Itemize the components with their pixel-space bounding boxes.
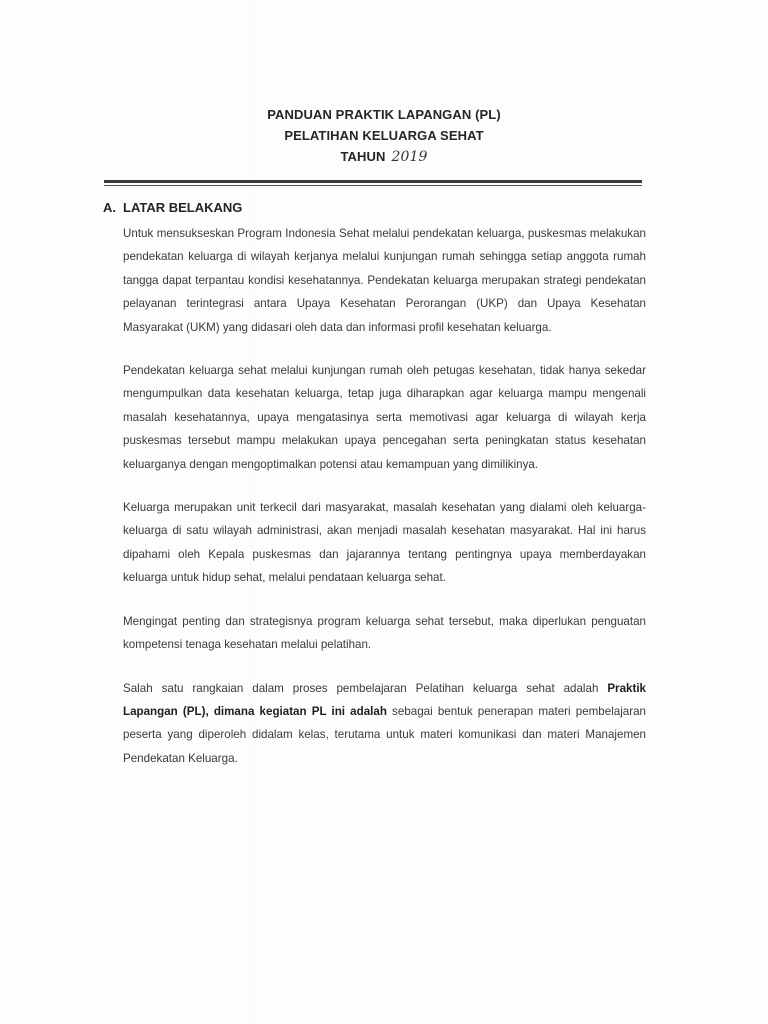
header-year-line — [0, 146, 768, 168]
document-header — [0, 104, 768, 168]
rule-thin-line — [104, 185, 642, 186]
handwritten-year: 2019 — [391, 149, 428, 165]
document-body — [123, 222, 646, 790]
section-title: LATAR BELAKANG — [123, 200, 243, 215]
paragraph-3: Keluarga merupakan unit terkecil dari masyarakat, masalah kesehatan yang dialami oleh keluarga-keluarga di satu wilayah administrasi, akan menjadi masalah kesehatan masyarakat. Hal ini harus dipahami oleh Kepala puskesmas dan jajarannya tentang pentingnya upaya memberdayakan keluarga untuk hidup sehat, melalui pendataan keluarga sehat. — [123, 501, 646, 585]
paragraph-5-bold: Praktik Lapangan (PL), dimana kegiatan PL ini adalah — [123, 681, 646, 718]
header-double-rule — [104, 180, 642, 190]
header-title-line-1: PANDUAN PRAKTIK LAPANGAN (PL) — [267, 107, 501, 122]
paragraph-2: Pendekatan keluarga sehat melalui kunjungan rumah oleh petugas kesehatan, tidak hanya sekedar mengumpulkan data kesehatan keluarga, tetap juga diharapkan agar keluarga mampu mengenali masalah kesehatannya, upaya mengatasinya serta memotivasi agar keluarga di wilayah kerja puskesmas tersebut mampu melakukan upaya pencegahan serta peningkatan status kesehatan keluarganya dengan mengoptimalkan potensi atau kemampuan yang dimilikinya. — [123, 364, 646, 471]
rule-thick-line — [104, 180, 642, 183]
paragraph-5-part-1: Salah satu rangkaian dalam proses pembelajaran Pelatihan keluarga sehat adalah — [123, 681, 608, 695]
section-heading — [103, 200, 242, 215]
paragraph-5 — [123, 677, 646, 771]
section-letter: A. — [103, 200, 116, 215]
paragraph-1: Untuk mensukseskan Program Indonesia Sehat melalui pendekatan keluarga, puskesmas melakukan pendekatan keluarga di wilayah kerjanya melalui kunjungan rumah sehingga setiap anggota rumah tangga dapat terpantau kondisi kesehatannya. Pendekatan keluarga merupakan strategi pendekatan pelayanan terintegrasi antara Upaya Kesehatan Perorangan (UKP) dan Upaya Kesehatan Masyarakat (UKM) yang didasari oleh data dan informasi profil kesehatan keluarga. — [123, 227, 646, 334]
header-year-label: TAHUN — [340, 149, 386, 164]
paragraph-5-part-2: sebagai bentuk penerapan materi pembelajaran peserta yang diperoleh didalam kelas, terutama untuk materi komunikasi dan materi Manajemen Pendekatan Keluarga. — [123, 704, 646, 765]
header-title-line-2: PELATIHAN KELUARGA SEHAT — [284, 128, 484, 143]
paragraph-4: Mengingat penting dan strategisnya program keluarga sehat tersebut, maka diperlukan penguatan kompetensi tenaga kesehatan melalui pelatihan. — [123, 614, 646, 652]
